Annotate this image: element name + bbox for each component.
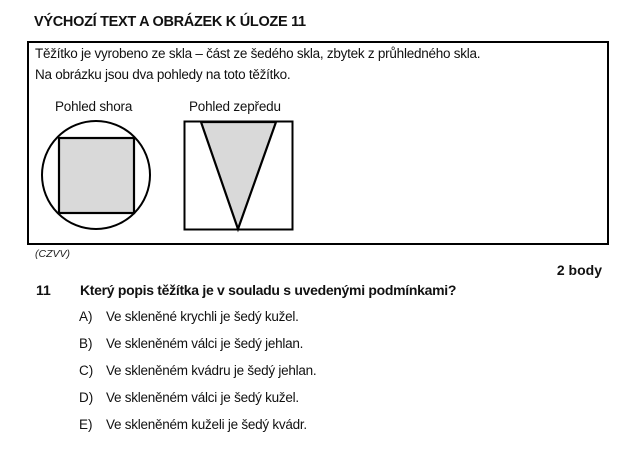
option-a-letter: A): [79, 309, 93, 324]
top-view-figure: [42, 121, 150, 229]
front-view-label: Pohled zepředu: [189, 99, 281, 114]
option-e-letter: E): [79, 417, 93, 432]
option-a-text: Ve skleněné krychli je šedý kužel.: [106, 309, 299, 324]
option-b-letter: B): [79, 336, 93, 351]
top-view-label: Pohled shora: [55, 99, 133, 114]
points-label: 2 body: [556, 262, 602, 278]
option-c-letter: C): [79, 363, 94, 378]
question-text: Který popis těžítka je v souladu s uvedenými podmínkami?: [80, 282, 457, 298]
front-view-figure: [185, 122, 293, 230]
gray-square: [59, 138, 134, 213]
source-label: (CZVV): [35, 248, 70, 260]
option-d-text: Ve skleněném válci je šedý kužel.: [106, 390, 299, 405]
section-title: VÝCHOZÍ TEXT A OBRÁZEK K ÚLOZE 11: [34, 14, 306, 30]
question-number: 11: [36, 282, 51, 298]
option-b-text: Ve skleněném válci je šedý jehlan.: [106, 336, 304, 351]
intro-line-2: Na obrázku jsou dva pohledy na toto těžítko.: [35, 67, 291, 82]
option-e-text: Ve skleněném kuželi je šedý kvádr.: [106, 417, 307, 432]
option-d-letter: D): [79, 390, 94, 405]
option-c-text: Ve skleněném kvádru je šedý jehlan.: [106, 363, 317, 378]
intro-line-1: Těžítko je vyrobeno ze skla – část ze šedého skla, zbytek z průhledného skla.: [35, 46, 481, 61]
